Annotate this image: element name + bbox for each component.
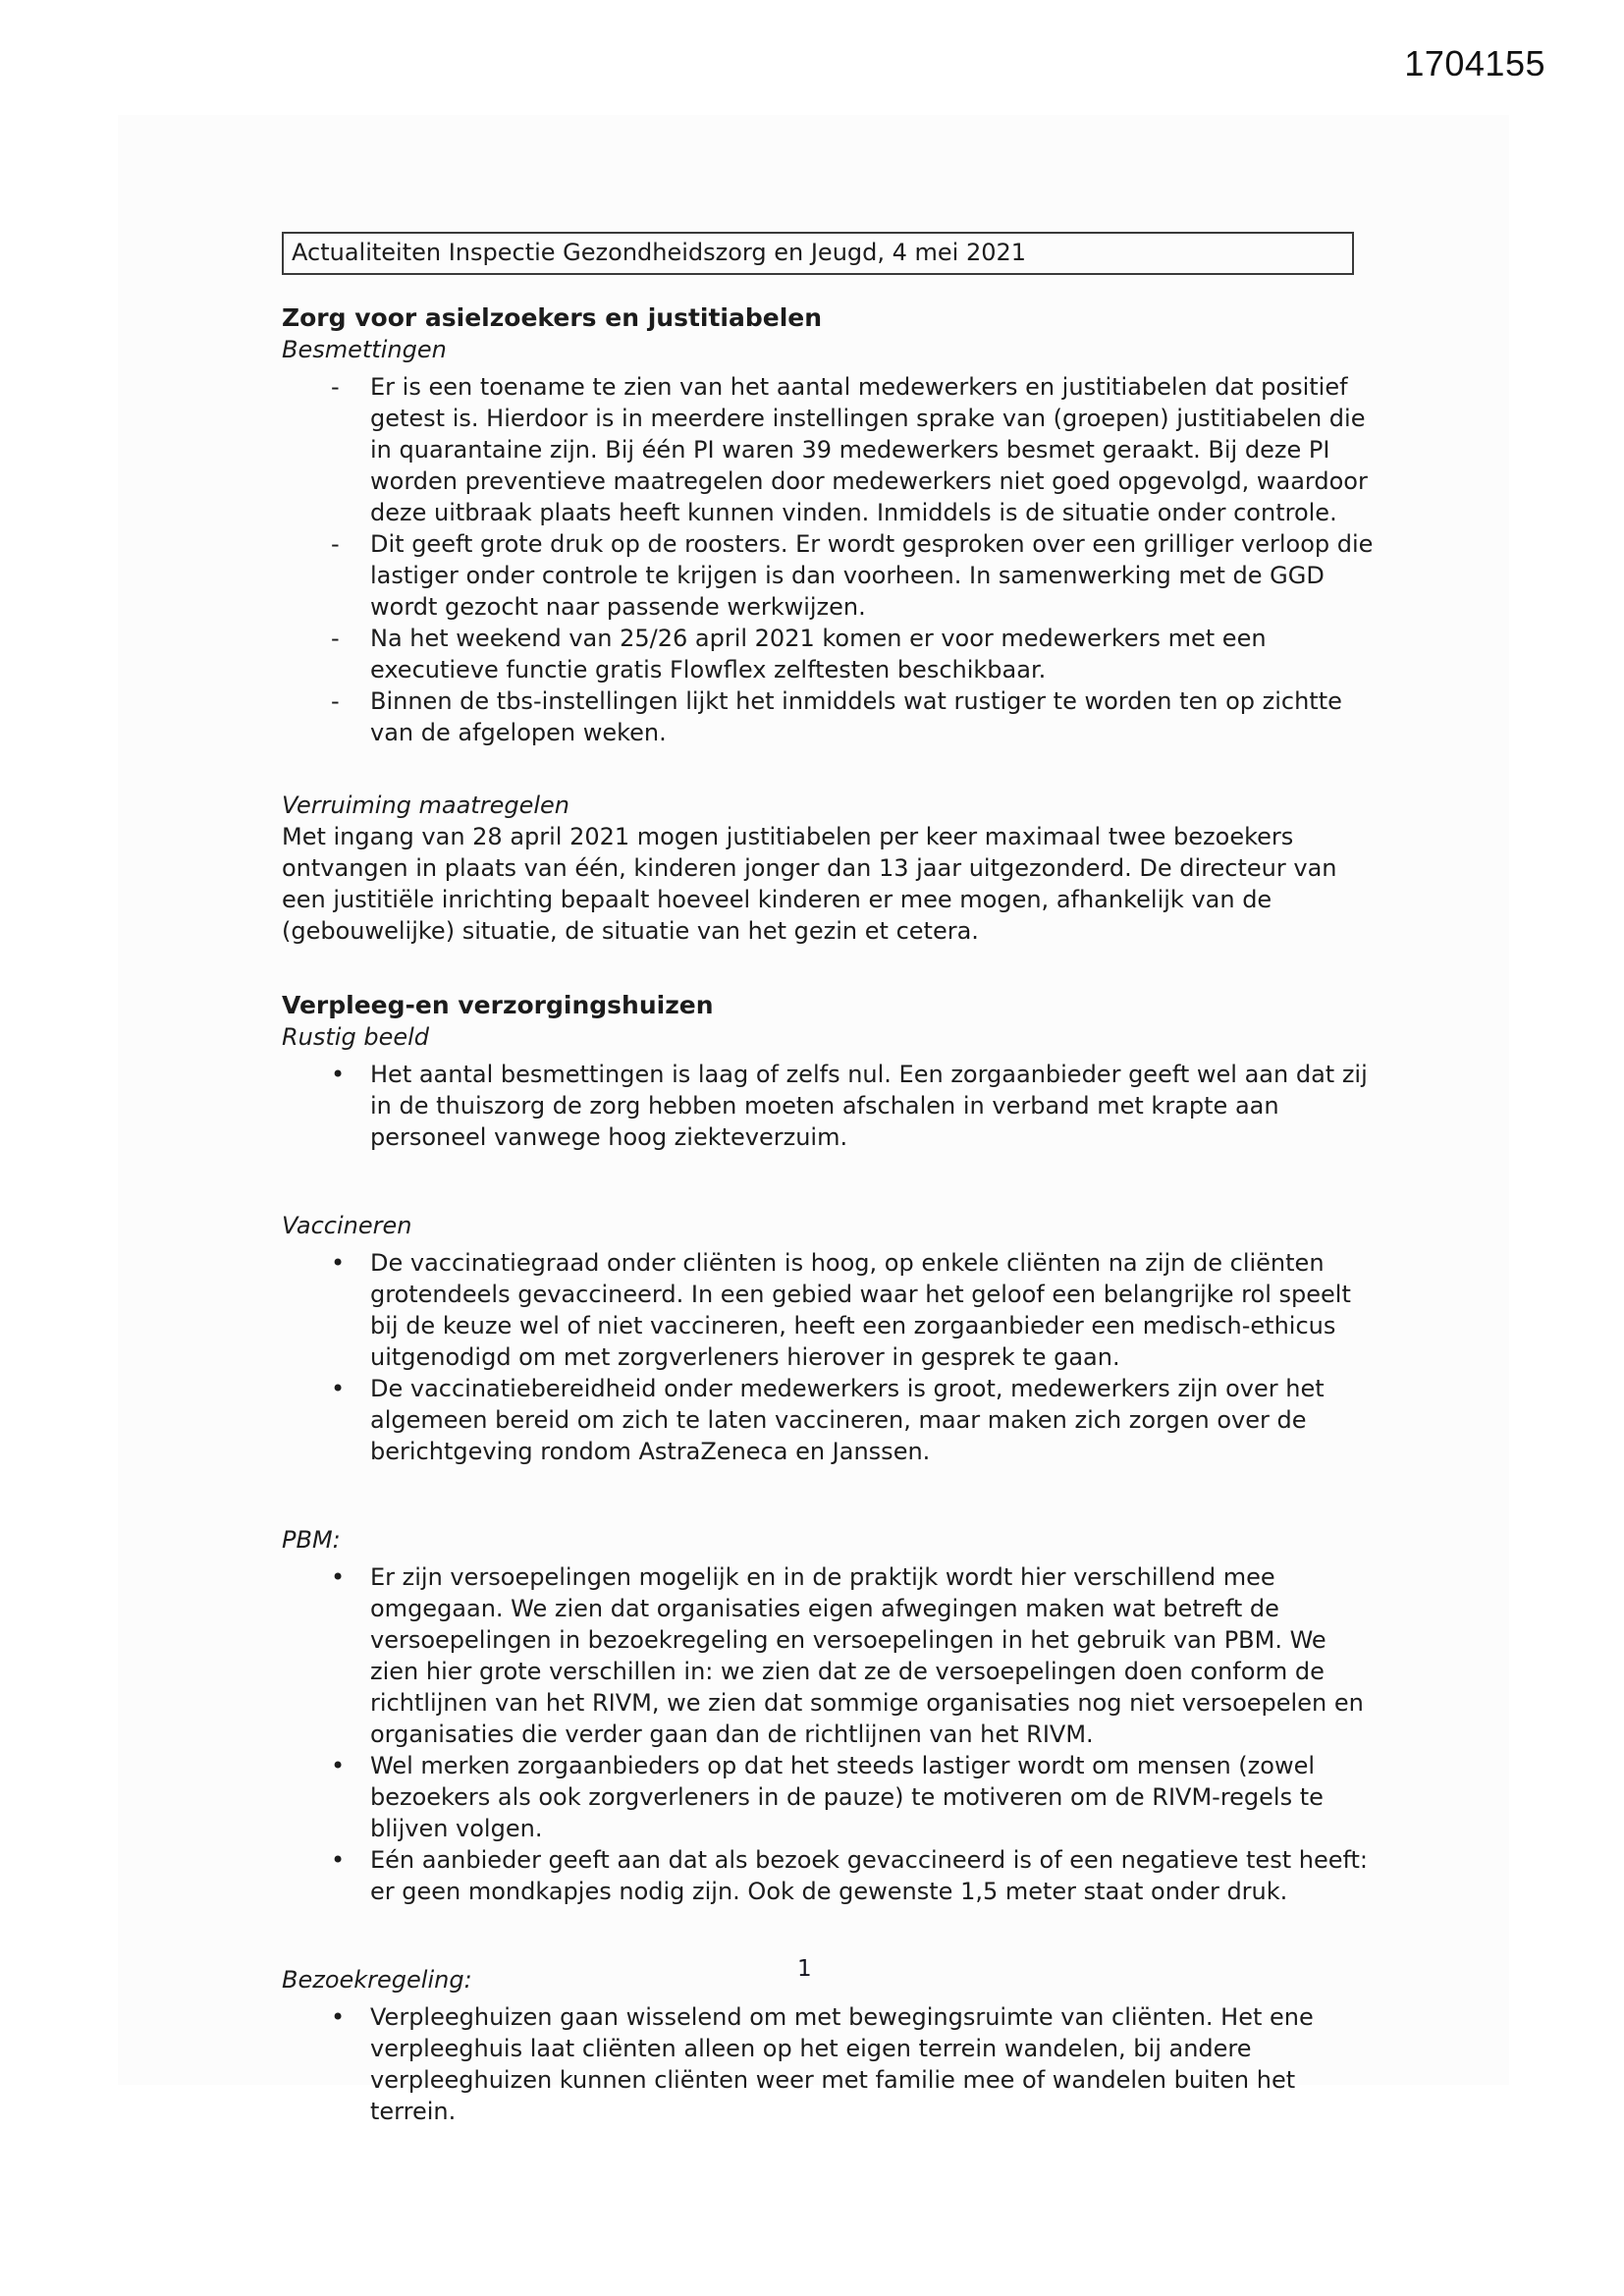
subheading-rustig-beeld: Rustig beeld (282, 1023, 429, 1051)
list-item (331, 1247, 1411, 1373)
list-item-text: De vaccinatiegraad onder cliënten is hoog, op enkele cliënten na zijn de cliënten grotendeels gevaccineerd. In een gebied waar het geloof een belangrijke rol speelt bij de keuze wel of niet vaccineren, heeft een zorgaanbieder een medisch-ethicus uitgenodigd om met zorgverleners hierover in gesprek te gaan. (370, 1249, 1351, 1371)
list-item-text: Dit geeft grote druk op de roosters. Er wordt gesproken over een grilliger verloop die lastiger onder controle te krijgen is dan voorheen. In samenwerking met de GGD wordt gezocht naar passende werkwijzen. (370, 530, 1374, 621)
list-item (331, 1750, 1411, 1844)
list-item-text: De vaccinatiebereidheid onder medewerkers is groot, medewerkers zijn over het algemeen bereid om zich te laten vaccineren, maar maken zich zorgen over de berichtgeving rondom AstraZeneca en Janssen. (370, 1375, 1325, 1465)
list-item-text: Verpleeghuizen gaan wisselend om met bewegingsruimte van cliënten. Het ene verpleeghuis laat cliënten alleen op het eigen terrein wandelen, bij andere verpleeghuizen kunnen cliënten weer met familie mee of wandelen buiten het terrein. (370, 2003, 1314, 2125)
list-item-text: Het aantal besmettingen is laag of zelfs nul. Een zorgaanbieder geeft wel aan dat zij in de thuiszorg de zorg hebben moeten afschalen in verband met krapte aan personeel vanwege hoog ziekteverzuim. (370, 1061, 1368, 1151)
page-number: 1 (797, 1956, 812, 1982)
title-box: Actualiteiten Inspectie Gezondheidszorg en Jeugd, 4 mei 2021 (282, 232, 1354, 275)
list-item-text: Er zijn versoepelingen mogelijk en in de praktijk wordt hier verschillend mee omgegaan. We zien dat organisaties eigen afwegingen maken wat betreft de versoepelingen in bezoekregeling en versoepelingen in het gebruik van PBM. We zien hier grote verschillen in: we zien dat ze de versoepelingen doen conform de richtlijnen van het RIVM, we zien dat sommige organisaties nog niet versoepelen en organisaties die verder gaan dan de richtlijnen van het RIVM. (370, 1563, 1364, 1748)
list-item (331, 1844, 1411, 1907)
vaccineren-bullet-list (282, 1247, 1411, 1467)
dash-bullet-marker: - (331, 625, 340, 652)
dot-bullet-marker: • (331, 1846, 346, 1874)
subheading-besmettingen: Besmettingen (282, 336, 447, 363)
verruiming-paragraph: Met ingang van 28 april 2021 mogen justitiabelen per keer maximaal twee bezoekers ontvangen in plaats van één, kinderen jonger dan 13 jaar uitgezonderd. De directeur van een justitiële inrichting bepaalt hoeveel kinderen er mee mogen, afhankelijk van de (gebouwelijke) situatie, de situatie van het gezin et cetera. (282, 823, 1337, 945)
section-heading-verpleeghuizen: Verpleeg-en verzorgingshuizen (282, 991, 714, 1019)
document-number: 1704155 (1404, 43, 1545, 83)
dot-bullet-marker: • (331, 1249, 346, 1277)
list-item-text: Eén aanbieder geeft aan dat als bezoek gevaccineerd is of een negatieve test heeft: er geen mondkapjes nodig zijn. Ook de gewenste 1,5 meter staat onder druk. (370, 1846, 1369, 1905)
dot-bullet-marker: • (331, 2003, 346, 2031)
list-item (331, 1373, 1411, 1467)
pbm-bullet-list (282, 1561, 1411, 1907)
list-item (331, 685, 1411, 748)
bezoekregeling-bullet-list (282, 2001, 1411, 2127)
document-content (282, 232, 1411, 2127)
subheading-verruiming: Verruiming maatregelen (282, 792, 569, 819)
list-item-text: Binnen de tbs-instellingen lijkt het inmiddels wat rustiger te worden ten op zichtte van de afgelopen weken. (370, 687, 1342, 746)
list-item (331, 528, 1411, 623)
besmettingen-bullet-list (282, 371, 1411, 748)
dot-bullet-marker: • (331, 1563, 346, 1591)
list-item (331, 2001, 1411, 2127)
list-item-text: Na het weekend van 25/26 april 2021 komen er voor medewerkers met een executieve functie gratis Flowflex zelftesten beschikbaar. (370, 625, 1267, 683)
list-item-text: Er is een toename te zien van het aantal medewerkers en justitiabelen dat positief getest is. Hierdoor is in meerdere instellingen sprake van (groepen) justitiabelen die in quarantaine zijn. Bij één PI waren 39 medewerkers besmet geraakt. Bij deze PI worden preventieve maatregelen door medewerkers niet goed opgevolgd, waardoor deze uitbraak plaats heeft kunnen vinden. Inmiddels is de situatie onder controle. (370, 373, 1368, 526)
dash-bullet-marker: - (331, 687, 340, 715)
section-heading-justitiabelen: Zorg voor asielzoekers en justitiabelen (282, 303, 823, 332)
dash-bullet-marker: - (331, 373, 340, 401)
subheading-bezoekregeling: Bezoekregeling: (282, 1966, 472, 1994)
rustig-beeld-bullet-list (282, 1059, 1411, 1153)
dot-bullet-marker: • (331, 1752, 346, 1779)
list-item (331, 371, 1411, 528)
list-item (331, 1059, 1411, 1153)
list-item-text: Wel merken zorgaanbieders op dat het steeds lastiger wordt om mensen (zowel bezoekers als ook zorgverleners in de pauze) te motiveren om de RIVM-regels te blijven volgen. (370, 1752, 1324, 1842)
list-item (331, 623, 1411, 685)
subheading-vaccineren: Vaccineren (282, 1212, 412, 1239)
dash-bullet-marker: - (331, 530, 340, 558)
dot-bullet-marker: • (331, 1061, 346, 1088)
subheading-pbm: PBM: (282, 1526, 341, 1554)
list-item (331, 1561, 1411, 1750)
dot-bullet-marker: • (331, 1375, 346, 1402)
